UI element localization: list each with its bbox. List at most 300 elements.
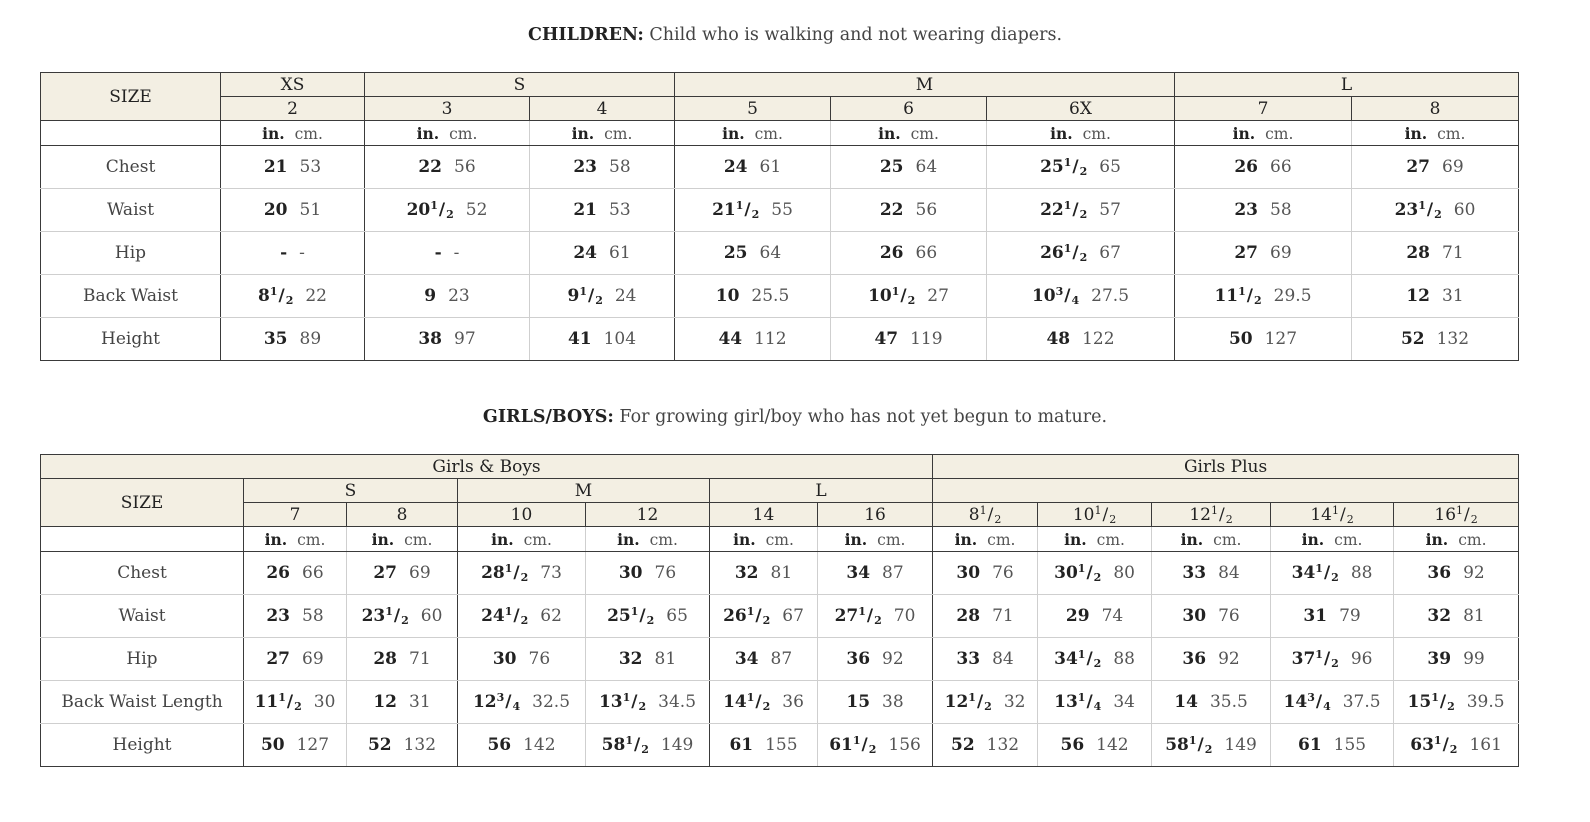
value-cm: 92: [882, 649, 904, 669]
value-cm: 36: [782, 692, 804, 712]
measure-cell: [987, 146, 1175, 189]
value-in: 38: [418, 329, 443, 349]
unit-header-cell: [244, 527, 347, 552]
value-in: 22: [418, 157, 443, 177]
measure-cell: [933, 724, 1038, 767]
value-cm: 155: [765, 735, 798, 755]
row-label: Chest: [41, 552, 244, 595]
value-in: 52: [1400, 329, 1425, 349]
measure-cell: [1152, 552, 1271, 595]
unit-header-cell: [1271, 527, 1394, 552]
unit-header-cell: [831, 121, 987, 146]
value-in: 26: [879, 243, 904, 263]
value-cm: 31: [409, 692, 431, 712]
measure-cell: [1175, 189, 1352, 232]
children-heading-text: Child who is walking and not wearing diapers.: [643, 25, 1063, 45]
measure-cell: [530, 146, 675, 189]
value-cm: 53: [299, 157, 322, 177]
value-cm: 60: [420, 606, 443, 626]
measure-cell: [675, 146, 831, 189]
value-in: 29: [1065, 606, 1090, 626]
unit-in-label: in.: [371, 529, 395, 549]
value-cm: 30: [313, 692, 336, 712]
value-cm: 60: [1453, 200, 1476, 220]
value-cm: 132: [986, 735, 1020, 755]
value-in: 50: [1228, 329, 1253, 349]
girls-boys-heading-label: GIRLS/BOYS:: [482, 407, 614, 427]
value-in: $24^1/_2$: [481, 605, 529, 627]
value-in: 12: [1406, 286, 1431, 306]
value-cm: 69: [1270, 243, 1292, 263]
value-in: 27: [266, 649, 291, 669]
girls-boys-heading-text: For growing girl/boy who has not yet begun to mature.: [613, 407, 1108, 427]
measure-cell: [586, 638, 710, 681]
value-in: 26: [1234, 157, 1259, 177]
measure-cell: [675, 318, 831, 361]
row-hip: [41, 232, 1519, 275]
group-girls-plus-blank: [933, 479, 1519, 503]
measure-cell: [710, 638, 818, 681]
measure-cell: [933, 638, 1038, 681]
size-4: 4: [530, 97, 675, 121]
unit-in-label: in.: [1301, 529, 1325, 549]
unit-cm-label: cm.: [297, 530, 326, 549]
value-in: $15^1/_2$: [1407, 691, 1455, 713]
measure-cell: [458, 638, 586, 681]
value-cm: 38: [882, 692, 904, 712]
value-in: 15: [846, 692, 871, 712]
value-in: 30: [492, 649, 517, 669]
unit-cm-label: cm.: [1213, 530, 1242, 549]
unit-in-label: in.: [1050, 123, 1073, 143]
measure-cell: [365, 318, 530, 361]
measure-cell: [365, 146, 530, 189]
value-cm: 89: [299, 329, 322, 349]
value-in: $9^1/_2$: [567, 285, 603, 307]
measure-cell: [347, 638, 458, 681]
value-cm: 81: [654, 649, 677, 669]
value-in: 39: [1427, 649, 1452, 669]
value-in: 56: [487, 735, 512, 755]
measure-cell: [586, 552, 710, 595]
value-in: $13^1/_2$: [598, 691, 647, 713]
value-in: 21: [573, 200, 598, 220]
row-label: Height: [41, 318, 221, 361]
measure-cell: [1394, 552, 1519, 595]
measure-cell: [710, 552, 818, 595]
unit-in-label: in.: [1180, 529, 1204, 549]
value-cm: 32.5: [532, 692, 571, 712]
measure-cell: [987, 189, 1175, 232]
value-cm: 127: [296, 735, 330, 755]
unit-in-label: in.: [416, 123, 440, 143]
value-cm: 39.5: [1466, 692, 1505, 712]
measure-cell: [831, 232, 987, 275]
children-size-table: [40, 72, 1519, 361]
value-cm: 66: [915, 243, 938, 263]
unit-cm-label: cm.: [1082, 124, 1111, 143]
measure-cell: [1175, 318, 1352, 361]
children-heading-label: CHILDREN:: [527, 25, 644, 45]
value-in: 28: [1406, 243, 1431, 263]
group-s: S: [365, 73, 675, 97]
value-cm: 53: [609, 200, 631, 220]
value-in: $14^1/_2$: [723, 691, 771, 713]
value-in: 33: [1182, 563, 1207, 583]
size-5: 5: [675, 97, 831, 121]
unit-header-cell: [1038, 527, 1152, 552]
measure-cell: [831, 146, 987, 189]
value-cm: 155: [1333, 735, 1367, 755]
measure-cell: [1038, 681, 1152, 724]
value-cm: -: [299, 243, 305, 263]
children-group-row: [41, 73, 1519, 97]
value-in: 32: [618, 649, 643, 669]
value-cm: 52: [465, 200, 488, 220]
value-in: $11^1/_2$: [254, 691, 302, 713]
value-in: 61: [1297, 735, 1322, 755]
value-cm: 149: [660, 735, 694, 755]
value-in: $34^1/_2$: [1291, 562, 1339, 584]
row-waist: [41, 189, 1519, 232]
unit-cm-label: cm.: [294, 124, 323, 143]
value-in: 23: [573, 157, 598, 177]
unit-cm-label: cm.: [523, 530, 552, 549]
value-cm: 76: [992, 563, 1014, 583]
size-16-1-2: $16^1/_2$: [1394, 503, 1519, 527]
value-in: 35: [263, 329, 288, 349]
row-waist: [41, 595, 1519, 638]
size-8: 8: [1352, 97, 1519, 121]
value-in: 27: [373, 563, 398, 583]
unit-in-label: in.: [491, 529, 514, 549]
value-cm: 31: [1442, 286, 1464, 306]
section-row: [41, 455, 1519, 479]
size-8-1-2: $8^1/_2$: [933, 503, 1038, 527]
value-cm: 69: [409, 563, 431, 583]
value-in: 9: [424, 286, 437, 306]
value-cm: 61: [609, 243, 631, 263]
row-label: Hip: [41, 232, 221, 275]
value-in: $27^1/_2$: [834, 605, 882, 627]
measure-cell: [818, 724, 933, 767]
measure-cell: [710, 595, 818, 638]
measure-cell: [586, 724, 710, 767]
unit-in-label: in.: [1064, 529, 1087, 549]
unit-in-label: in.: [617, 529, 640, 549]
row-back-waist: [41, 275, 1519, 318]
size-3: 3: [365, 97, 530, 121]
measure-cell: [1175, 146, 1352, 189]
value-cm: 99: [1463, 649, 1485, 669]
measure-cell: [458, 552, 586, 595]
unit-header-cell: [933, 527, 1038, 552]
unit-header-cell: [1394, 527, 1519, 552]
size-8: 8: [347, 503, 458, 527]
row-label: Back Waist Length: [41, 681, 244, 724]
unit-cm-label: cm.: [1334, 530, 1363, 549]
value-in: 24: [573, 243, 598, 263]
measure-cell: [458, 681, 586, 724]
value-cm: 119: [910, 329, 943, 349]
value-in: 14: [1174, 692, 1198, 712]
value-in: $37^1/_2$: [1291, 648, 1339, 670]
unit-cm-label: cm.: [910, 124, 939, 143]
measure-cell: [1352, 275, 1519, 318]
measure-cell: [675, 275, 831, 318]
measure-cell: [831, 189, 987, 232]
girls-boys-unit-row: [41, 527, 1519, 552]
measure-cell: [365, 275, 530, 318]
size-12-1-2: $12^1/_2$: [1152, 503, 1271, 527]
children-unit-row: [41, 121, 1519, 146]
size-12: 12: [586, 503, 710, 527]
value-cm: 96: [1350, 649, 1373, 669]
value-cm: 97: [454, 329, 476, 349]
value-cm: 29.5: [1273, 286, 1312, 306]
value-in: 56: [1060, 735, 1085, 755]
unit-cm-label: cm.: [1265, 124, 1294, 143]
value-cm: 23: [448, 286, 470, 306]
value-cm: 122: [1082, 329, 1115, 349]
row-label: Waist: [41, 595, 244, 638]
value-in: 28: [373, 649, 398, 669]
value-in: 61: [729, 735, 754, 755]
measure-cell: [1038, 552, 1152, 595]
measure-cell: [1352, 146, 1519, 189]
measure-cell: [1271, 595, 1394, 638]
measure-cell: [1271, 552, 1394, 595]
value-cm: 56: [454, 157, 476, 177]
measure-cell: [1175, 232, 1352, 275]
section-girls-boys: Girls & Boys: [41, 455, 933, 479]
value-cm: 92: [1218, 649, 1240, 669]
measure-cell: [244, 595, 347, 638]
measure-cell: [586, 595, 710, 638]
row-chest: [41, 146, 1519, 189]
measure-cell: [1038, 595, 1152, 638]
value-in: $30^1/_2$: [1054, 562, 1102, 584]
value-in: $61^1/_2$: [829, 734, 877, 756]
size-2: 2: [221, 97, 365, 121]
unit-cm-label: cm.: [449, 124, 478, 143]
value-cm: 22: [305, 286, 327, 306]
girls-boys-heading: [0, 407, 1590, 427]
value-cm: 71: [992, 606, 1014, 626]
size-14-1-2: $14^1/_2$: [1271, 503, 1394, 527]
value-cm: 27.5: [1091, 286, 1130, 306]
value-cm: 64: [915, 157, 938, 177]
unit-cm-label: cm.: [1437, 124, 1466, 143]
girls-boys-size-row: [41, 503, 1519, 527]
measure-cell: [530, 275, 675, 318]
measure-cell: [1352, 318, 1519, 361]
value-in: $13^1/_4$: [1054, 691, 1102, 713]
value-cm: 65: [666, 606, 688, 626]
measure-cell: [987, 232, 1175, 275]
measure-cell: [1152, 638, 1271, 681]
value-cm: 79: [1339, 606, 1361, 626]
unit-cm-label: cm.: [1096, 530, 1125, 549]
value-cm: 66: [302, 563, 324, 583]
value-cm: 132: [403, 735, 437, 755]
value-in: $25^1/_2$: [1040, 156, 1088, 178]
value-in: $26^1/_2$: [1040, 242, 1088, 264]
unit-row-blank: [41, 527, 244, 552]
row-label: Chest: [41, 146, 221, 189]
measure-cell: [818, 638, 933, 681]
measure-cell: [1352, 189, 1519, 232]
measure-cell: [586, 681, 710, 724]
unit-cm-label: cm.: [604, 124, 633, 143]
value-cm: 65: [1099, 157, 1121, 177]
value-in: $58^1/_2$: [1165, 734, 1213, 756]
value-cm: -: [453, 243, 460, 263]
unit-cm-label: cm.: [404, 530, 433, 549]
value-in: 30: [956, 563, 981, 583]
row-height: [41, 318, 1519, 361]
measure-cell: [987, 318, 1175, 361]
value-cm: 67: [1099, 243, 1121, 263]
group-m: M: [675, 73, 1175, 97]
children-size-row: [41, 97, 1519, 121]
value-in: 52: [367, 735, 392, 755]
value-in: 20: [263, 200, 288, 220]
value-cm: 69: [1442, 157, 1464, 177]
value-cm: 56: [915, 200, 938, 220]
measure-cell: [933, 595, 1038, 638]
measure-cell: [221, 275, 365, 318]
value-in: 25: [879, 157, 904, 177]
value-in: 26: [266, 563, 291, 583]
unit-in-label: in.: [1232, 123, 1256, 143]
value-cm: 74: [1101, 606, 1124, 626]
children-heading: [0, 25, 1590, 45]
unit-cm-label: cm.: [765, 530, 794, 549]
value-in: $25^1/_2$: [607, 605, 655, 627]
value-cm: 142: [523, 735, 556, 755]
value-in: 23: [266, 606, 291, 626]
measure-cell: [347, 724, 458, 767]
measure-cell: [710, 724, 818, 767]
value-cm: 80: [1113, 563, 1135, 583]
unit-in-label: in.: [262, 123, 285, 143]
value-cm: 69: [302, 649, 324, 669]
measure-cell: [1152, 724, 1271, 767]
measure-cell: [347, 552, 458, 595]
value-in: $28^1/_2$: [481, 562, 529, 584]
row-label: Hip: [41, 638, 244, 681]
value-cm: 156: [888, 735, 921, 755]
value-cm: 71: [1442, 243, 1464, 263]
value-in: 21: [263, 157, 288, 177]
unit-header-cell: [586, 527, 710, 552]
value-cm: 88: [1350, 563, 1373, 583]
value-cm: 73: [540, 563, 562, 583]
value-in: 47: [874, 329, 899, 349]
measure-cell: [530, 189, 675, 232]
size-7: 7: [1175, 97, 1352, 121]
value-cm: 27: [927, 286, 949, 306]
measure-cell: [1394, 595, 1519, 638]
unit-in-label: in.: [264, 529, 288, 549]
value-in: $11^1/_2$: [1214, 285, 1262, 307]
value-cm: 24: [614, 286, 637, 306]
measure-cell: [347, 681, 458, 724]
value-in: $22^1/_2$: [1040, 199, 1088, 221]
value-cm: 34.5: [658, 692, 697, 712]
value-in: $21^1/_2$: [712, 199, 760, 221]
measure-cell: [365, 189, 530, 232]
unit-cm-label: cm.: [1458, 530, 1487, 549]
measure-cell: [831, 318, 987, 361]
measure-cell: [1038, 638, 1152, 681]
value-cm: 76: [528, 649, 551, 669]
value-in: 32: [734, 563, 759, 583]
unit-cm-label: cm.: [987, 530, 1016, 549]
measure-cell: [1352, 232, 1519, 275]
value-cm: 67: [782, 606, 804, 626]
measure-cell: [244, 724, 347, 767]
row-chest: [41, 552, 1519, 595]
size-6: 6: [831, 97, 987, 121]
measure-cell: [530, 318, 675, 361]
unit-header-cell: [1175, 121, 1352, 146]
measure-cell: [1152, 595, 1271, 638]
value-in: $34^1/_2$: [1054, 648, 1102, 670]
group-s: S: [244, 479, 458, 503]
value-cm: 127: [1264, 329, 1298, 349]
row-back-waist-length: [41, 681, 1519, 724]
measure-cell: [530, 232, 675, 275]
value-cm: 112: [754, 329, 787, 349]
measure-cell: [1038, 724, 1152, 767]
unit-in-label: in.: [1404, 123, 1428, 143]
value-cm: 161: [1469, 735, 1502, 755]
value-cm: 61: [759, 157, 782, 177]
measure-cell: [244, 681, 347, 724]
girls-boys-group-row: [41, 479, 1519, 503]
value-in: 10: [715, 286, 740, 306]
value-in: 27: [1406, 157, 1431, 177]
unit-header-cell: [530, 121, 675, 146]
value-cm: 70: [893, 606, 916, 626]
unit-in-label: in.: [954, 529, 978, 549]
group-m: M: [458, 479, 710, 503]
measure-cell: [244, 638, 347, 681]
value-cm: 55: [771, 200, 793, 220]
group-xs: XS: [221, 73, 365, 97]
size-10: 10: [458, 503, 586, 527]
value-in: 22: [879, 200, 904, 220]
value-cm: 142: [1096, 735, 1129, 755]
measure-cell: [818, 552, 933, 595]
value-in: -: [434, 243, 442, 263]
value-in: $23^1/_2$: [1394, 199, 1442, 221]
value-in: 50: [260, 735, 285, 755]
value-in: $12^1/_2$: [944, 691, 992, 713]
measure-cell: [221, 318, 365, 361]
unit-row-blank: [41, 121, 221, 146]
row-label: Back Waist: [41, 275, 221, 318]
unit-header-cell: [365, 121, 530, 146]
value-in: 25: [723, 243, 748, 263]
measure-cell: [221, 232, 365, 275]
value-in: 44: [718, 329, 743, 349]
measure-cell: [710, 681, 818, 724]
value-in: $14^3/_4$: [1283, 691, 1331, 713]
value-cm: 87: [882, 563, 904, 583]
